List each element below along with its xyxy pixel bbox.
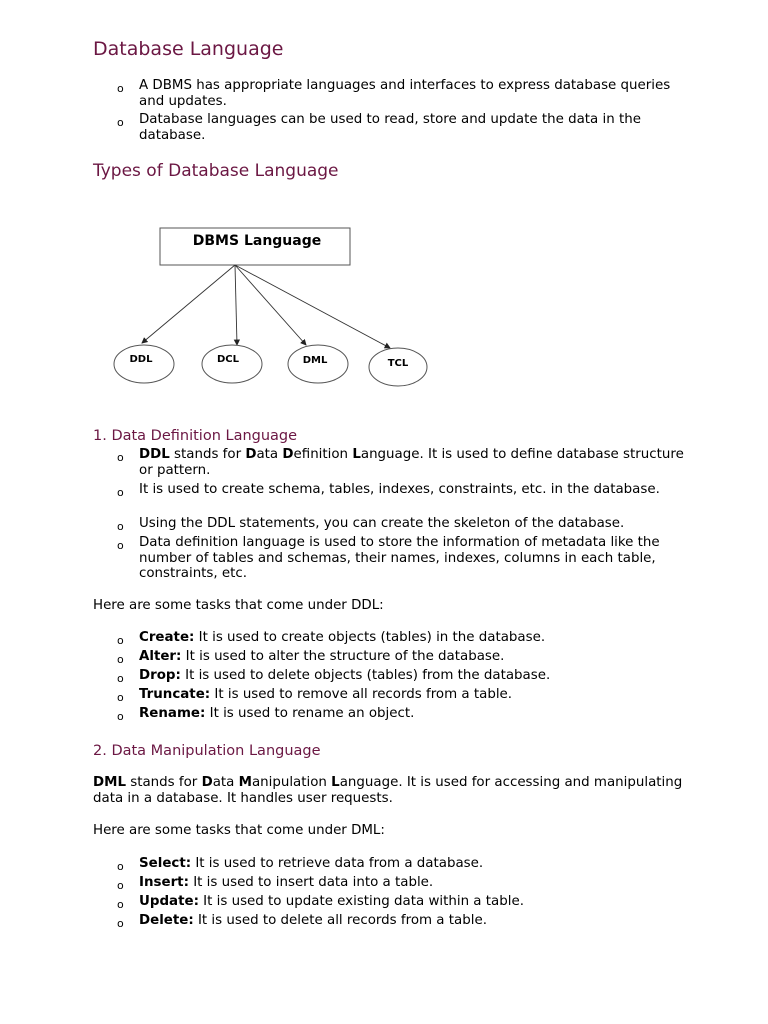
types-heading: Types of Database Language bbox=[93, 161, 339, 181]
bullet-marker: o bbox=[117, 898, 124, 911]
dml-task-update bbox=[139, 894, 699, 910]
task-name: Alter: bbox=[139, 649, 182, 664]
ddl-heading: 1. Data Definition Language bbox=[93, 428, 298, 444]
task-desc: It is used to update existing data within a table. bbox=[198, 894, 524, 909]
ddl-bullet-3: Using the DDL statements, you can create the skeleton of the database. bbox=[139, 516, 625, 531]
text: efinition bbox=[293, 447, 353, 462]
text: stands for bbox=[125, 775, 202, 790]
dml-task-delete bbox=[139, 913, 699, 929]
arrow-tcl bbox=[235, 265, 390, 348]
task-name: Rename: bbox=[139, 706, 206, 721]
letter: M bbox=[238, 775, 252, 790]
ddl-task-truncate bbox=[139, 687, 699, 703]
bullet-marker: o bbox=[117, 116, 124, 129]
root-label: DBMS Language bbox=[192, 233, 322, 249]
node-ddl-label: DDL bbox=[129, 354, 153, 365]
task-name: Drop: bbox=[139, 668, 181, 683]
intro-bullet-2: Database languages can be used to read, store and update the data in the database. bbox=[139, 112, 641, 143]
dml-task-select bbox=[139, 856, 699, 872]
task-desc: It is used to retrieve data from a database. bbox=[191, 856, 484, 871]
bullet-marker: o bbox=[117, 917, 124, 930]
ddl-task-alter bbox=[139, 649, 699, 665]
text: anipulation bbox=[251, 775, 332, 790]
task-desc: It is used to create objects (tables) in the database. bbox=[194, 630, 546, 645]
dml-definition bbox=[93, 775, 693, 806]
arrow-ddl bbox=[142, 265, 235, 343]
task-desc: It is used to delete objects (tables) from the database. bbox=[180, 668, 551, 683]
letter: L bbox=[331, 775, 340, 790]
task-desc: It is used to insert data into a table. bbox=[188, 875, 434, 890]
bullet-marker: o bbox=[117, 451, 124, 464]
bullet-marker: o bbox=[117, 520, 124, 533]
ddl-bullet-4: Data definition language is used to store the information of metadata like the number of tables and schemas, their names, indexes, columns in each table, constraints, etc. bbox=[139, 535, 660, 581]
text: ata bbox=[212, 775, 239, 790]
ddl-definition bbox=[139, 447, 699, 478]
bullet-marker: o bbox=[117, 879, 124, 892]
intro-bullet-1: A DBMS has appropriate languages and interfaces to express database queries and updates. bbox=[139, 78, 671, 109]
bullet-marker: o bbox=[117, 653, 124, 666]
task-name: Update: bbox=[139, 894, 199, 909]
text: anguage. It is used for accessing and manipulating data in a database. It handles user requests. bbox=[93, 775, 683, 806]
task-desc: It is used to delete all records from a table. bbox=[193, 913, 487, 928]
task-name: Truncate: bbox=[139, 687, 211, 702]
task-name: Insert: bbox=[139, 875, 189, 890]
text: stands for bbox=[169, 447, 246, 462]
bullet-marker: o bbox=[117, 672, 124, 685]
bullet-marker: o bbox=[117, 710, 124, 723]
dml-task-insert bbox=[139, 875, 699, 891]
letter: L bbox=[352, 447, 361, 462]
task-desc: It is used to alter the structure of the database. bbox=[181, 649, 505, 664]
node-dml-label: DML bbox=[302, 355, 328, 366]
dml-tasks-intro: Here are some tasks that come under DML: bbox=[93, 823, 385, 838]
dml-heading: 2. Data Manipulation Language bbox=[93, 743, 321, 759]
node-tcl-label: TCL bbox=[387, 358, 409, 369]
task-desc: It is used to remove all records from a table. bbox=[210, 687, 513, 702]
arrow-dcl bbox=[235, 265, 237, 345]
ddl-task-create bbox=[139, 630, 699, 646]
text: anguage. It is used to define database structure or pattern. bbox=[139, 447, 684, 478]
bullet-marker: o bbox=[117, 860, 124, 873]
task-name: Create: bbox=[139, 630, 195, 645]
ddl-task-drop bbox=[139, 668, 699, 684]
letter: D bbox=[282, 447, 294, 462]
ddl-bullet-2: It is used to create schema, tables, indexes, constraints, etc. in the database. bbox=[139, 482, 660, 497]
node-dcl-label: DCL bbox=[216, 354, 240, 365]
bullet-marker: o bbox=[117, 539, 124, 552]
task-desc: It is used to rename an object. bbox=[205, 706, 415, 721]
letter: D bbox=[245, 447, 257, 462]
page-title: Database Language bbox=[93, 38, 284, 60]
bullet-marker: o bbox=[117, 634, 124, 647]
task-name: Select: bbox=[139, 856, 192, 871]
bullet-marker: o bbox=[117, 82, 124, 95]
task-name: Delete: bbox=[139, 913, 194, 928]
ddl-task-rename bbox=[139, 706, 699, 722]
bullet-marker: o bbox=[117, 691, 124, 704]
ddl-abbr: DDL bbox=[139, 447, 170, 462]
bullet-marker: o bbox=[117, 486, 124, 499]
letter: D bbox=[201, 775, 213, 790]
text: ata bbox=[256, 447, 283, 462]
arrow-dml bbox=[235, 265, 306, 345]
ddl-tasks-intro: Here are some tasks that come under DDL: bbox=[93, 598, 384, 613]
dml-abbr: DML bbox=[93, 775, 126, 790]
